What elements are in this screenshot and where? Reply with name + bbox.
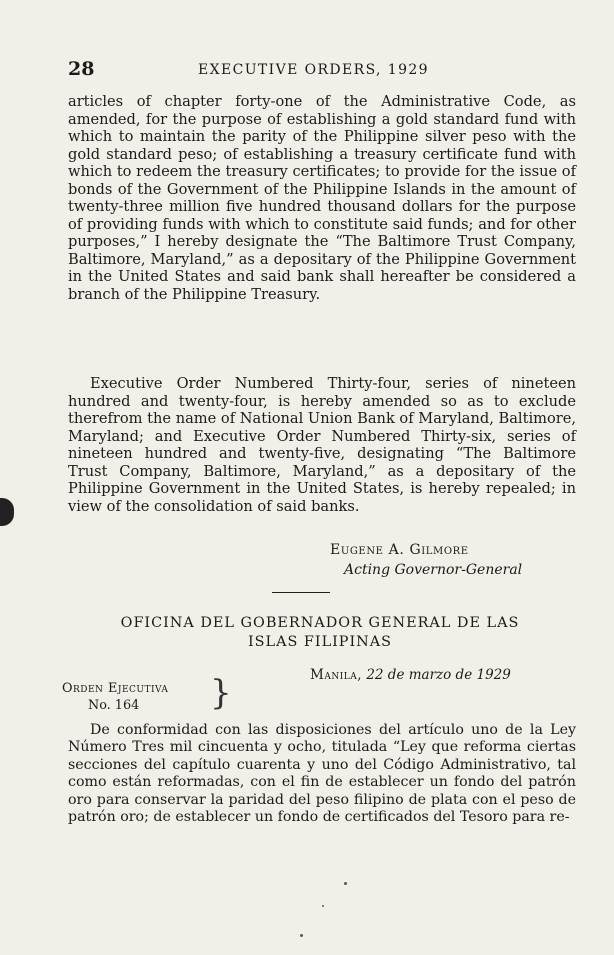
spanish-paragraph: De conformidad con las disposiciones del artículo uno de la Ley Número Tres mil cincuenta y ocho, titulada “Ley que reforma ciertas secciones del capítulo cuarenta y uno del Código Administrativo, tal como están reformadas, con el fin de establecer un fondo del patrón oro para conservar la paridad del peso filipino de plata con el peso de patrón oro; de establecer un fondo de certificados del Tesoro para re-	[68, 722, 576, 826]
scan-speck	[322, 905, 324, 907]
running-head: EXECUTIVE ORDERS, 1929	[198, 62, 429, 78]
signatory-title: Acting Governor-General	[344, 562, 523, 578]
order-brace: }	[210, 673, 232, 713]
order-number: No. 164	[88, 698, 140, 713]
scan-edge-mark	[0, 498, 14, 526]
page-number: 28	[68, 58, 95, 80]
date: 22 de marzo de 1929	[366, 667, 511, 683]
office-title	[70, 614, 570, 652]
place-date-line	[310, 667, 511, 683]
section-divider	[272, 592, 330, 593]
spanish-paragraph-block	[68, 722, 576, 826]
office-title-line-1: OFICINA DEL GOBERNADOR GENERAL DE LAS	[120, 615, 520, 631]
scan-speck	[344, 882, 347, 885]
place: Manila,	[310, 667, 363, 683]
order-label: Orden Ejecutiva	[62, 681, 169, 696]
office-title-line-2: ISLAS FILIPINAS	[247, 634, 393, 650]
amendment-paragraph-block	[68, 375, 576, 515]
page-header	[68, 58, 550, 82]
continuation-paragraph-block	[68, 93, 576, 303]
scan-speck	[300, 934, 303, 937]
continuation-paragraph: articles of chapter forty-one of the Administrative Code, as amended, for the purpose of establishing a gold standard fund with which to maintain the parity of the Philippine silver peso with the gold standard peso; of establishing a treasury certificate fund with which to redeem the treasury certificates; to provide for the issue of bonds of the Government of the Philippine Islands in the amount of twenty-three million five hundred thousand dollars for the purpose of providing funds with which to constitute said funds; and for other purposes,” I hereby designate the “The Baltimore Trust Company, Baltimore, Maryland,” as a depositary of the Philippine Government in the United States and said bank shall hereafter be considered a branch of the Philippine Treasury.	[68, 93, 576, 303]
signatory-name: Eugene A. Gilmore	[330, 542, 469, 558]
amendment-paragraph: Executive Order Numbered Thirty-four, series of nineteen hundred and twenty-four, is hereby amended so as to exclude therefrom the name of National Union Bank of Maryland, Baltimore, Maryland; and Executive Order Numbered Thirty-six, series of nineteen hundred and twenty-five, designating “The Baltimore Trust Company, Baltimore, Maryland,” as a depositary of the Philippine Government in the United States, is hereby repealed; in view of the consolidation of said banks.	[68, 375, 577, 515]
signature-block	[330, 540, 560, 580]
